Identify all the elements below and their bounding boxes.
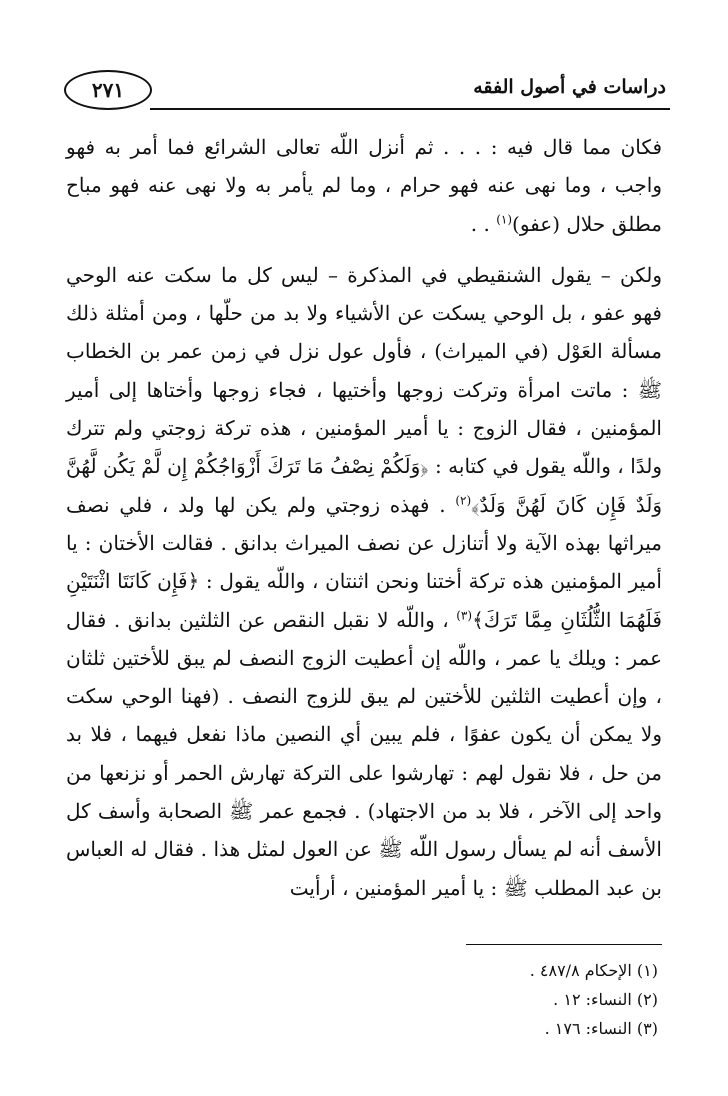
paragraph-2 bbox=[66, 256, 662, 907]
paragraph-2-part-a: ولكن – يقول الشنقيطي في المذكرة – ليس كل ما سكت عنه الوحي فهو عفو ، بل الوحي يسكت عن الأشياء ولا بد من حلّها ، ومن أمثلة ذلك مسألة العَوْل (في الميراث) ، فأول عول نزل في زمن عمر بن الخطاب ﷺ : ماتت امرأة وتركت زوجها وأختيها ، فجاء زوجها وأختاها إلى أمير المؤمنين ، فقال الزوج : يا أمير المؤمنين ، هذه تركة زوجتي ولم تترك ولدًا ، واللّه يقول في كتابه : bbox=[66, 262, 663, 479]
paragraph-2-part-c: ، واللّه لا نقبل النقص عن الثلثين بدانق . فقال عمر : ويلك يا عمر ، واللّه إن أعطيت الزوج النصف لم يبق للأختين ثلثان ، وإن أعطيت الثلثين للأختين لم يبق للزوج النصف . (فهنا الوحي سكت ولا يمكن أن يكون عفوًا ، فلم يبين أي النصين ماذا نفعل فيهما ، فلا بد من حل ، فلا نقول لهم : تهارشوا على التركة تهارش الحمر أو نزنعها من واحد إلى الآخر ، فلا بد من الاجتهاد) . فجمع عمر ﷺ الصحابة وأسف كل الأسف أنه لم يسأل رسول اللّه ﷺ عن العول لمثل هذا . فقال له العباس بن عبد المطلب ﷺ : يا أمير المؤمنين ، أرأيت bbox=[66, 607, 662, 900]
footnote-ref-1: (١) bbox=[496, 211, 513, 226]
footnotes bbox=[66, 956, 658, 1043]
quran-verse-2: ﴿فَإِن كَانَتَا اثْنَتَيْنِ فَلَهُمَا الثُّلُثَانِ مِمَّا تَرَكَ﴾ bbox=[66, 569, 662, 632]
header-rule bbox=[150, 108, 670, 110]
running-title: دراسات في أصول الفقه bbox=[473, 76, 666, 98]
paragraph-1-end: . . bbox=[470, 211, 497, 236]
paragraph-1-text: فكان مما قال فيه : . . . ثم أنزل اللّه تعالى الشرائع فما أمر به فهو واجب ، وما نهى عنه فهو حرام ، وما لم يأمر به ولا نهى عنه فهو مباح مطلق حلال (عفو) bbox=[66, 135, 662, 236]
quran-verse-1: ﴿وَلَكُمْ نِصْفُ مَا تَرَكَ أَزْوَاجُكُمْ إِن لَّمْ يَكُن لَّهُنَّ وَلَدٌ فَإِن كَانَ لَهُنَّ وَلَدٌ﴾ bbox=[66, 454, 662, 517]
footnote-2: (٢) النساء: ١٢ . bbox=[553, 990, 658, 1009]
footnote-ref-2: (٢) bbox=[455, 493, 472, 508]
body-text bbox=[66, 128, 662, 907]
footnote-1: (١) الإحكام ٤٨٧/٨ . bbox=[529, 961, 658, 980]
footnote-ref-3: (٣) bbox=[456, 607, 473, 622]
page-number: ٢٧١ bbox=[64, 70, 152, 110]
paragraph-2-part-b: . فهذه زوجتي ولم يكن لها ولد ، فلي نصف ميراثها بهذه الآية ولا أتنازل عن نصف الميراث بدانق . فقالت الأختان : يا أمير المؤمنين هذه تركة أختنا ونحن اثنتان ، واللّه يقول : bbox=[66, 492, 663, 594]
footnote-3: (٣) النساء: ١٧٦ . bbox=[544, 1019, 658, 1038]
page-header bbox=[58, 62, 670, 114]
footnote-rule bbox=[466, 944, 662, 945]
paragraph-1 bbox=[66, 128, 662, 243]
